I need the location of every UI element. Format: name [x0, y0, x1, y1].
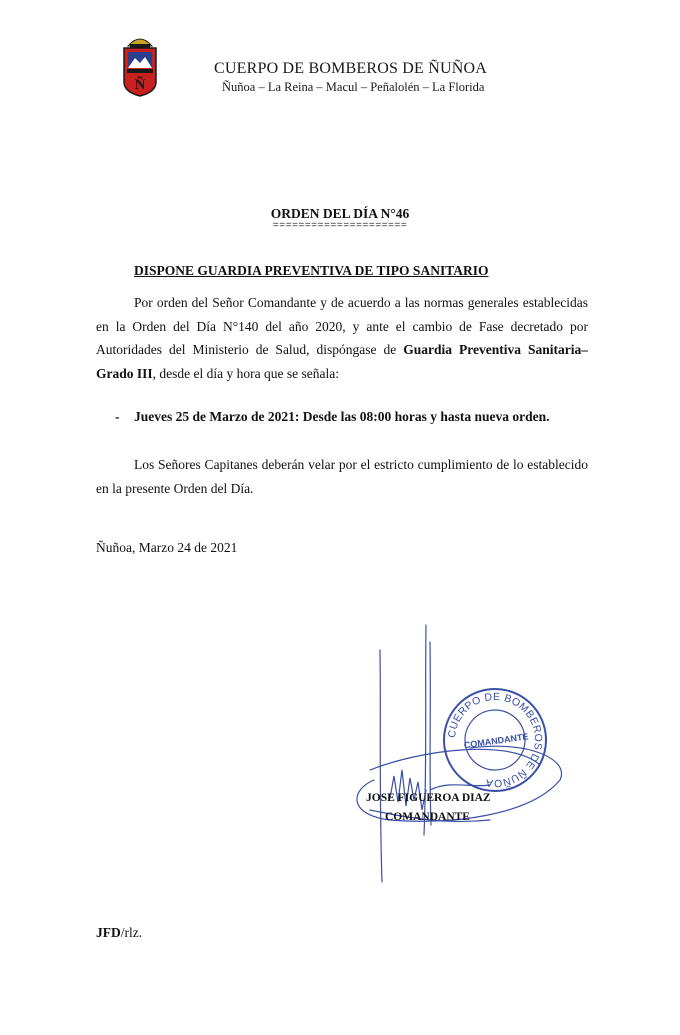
organization-name: CUERPO DE BOMBEROS DE ÑUÑOA — [214, 60, 487, 77]
section-heading: DISPONE GUARDIA PREVENTIVA DE TIPO SANITARIO — [134, 263, 489, 278]
fire-brigade-crest-icon — [121, 30, 159, 98]
paragraph-order — [96, 291, 588, 385]
paragraph-order-bold: Guardia Preventiva Sanitaria– Grado III — [96, 342, 588, 381]
bullet-dash: - — [115, 409, 120, 424]
order-title: ORDEN DEL DÍA N°46 — [270, 206, 410, 221]
reference-initials — [96, 925, 142, 941]
paragraph-captains — [96, 453, 588, 500]
initials-bold: JFD — [96, 925, 121, 940]
organization-communes: Ñuñoa – La Reina – Macul – Peñalolén – La Florida — [222, 80, 485, 94]
crest-letter: Ñ — [134, 77, 146, 93]
signer-name: JOSE FIGUEROA DIAZ — [366, 792, 491, 804]
place-and-date: Ñuñoa, Marzo 24 de 2021 — [96, 540, 238, 555]
order-title-underline: ===================== — [272, 221, 408, 232]
stamp-ring-text: CUERPO DE BOMBEROS DE ÑUÑOA — [445, 690, 545, 790]
signer-title: COMANDANTE — [385, 811, 470, 823]
paragraph-order-text-a: Por orden del Señor Comandante y de acuerdo a las normas generales establecidas en la Orden del Día N°140 del año 2020, y ante el cambio de Fase decretado por Autoridades del Ministerio de Salud, dispóngase de — [96, 295, 588, 357]
paragraph-order-text-b: , desde el día y hora que se señala: — [152, 365, 339, 381]
stamp-center-text: COMANDANTE — [463, 731, 530, 751]
initials-rest: /rlz. — [120, 925, 143, 940]
bullet-schedule: Jueves 25 de Marzo de 2021: Desde las 08:00 horas y hasta nueva orden. — [134, 409, 550, 424]
paragraph-captains-text: Los Señores Capitanes deberán velar por el estricto cumplimiento de lo establecido en la presente Orden del Día. — [96, 457, 588, 496]
official-stamp — [440, 685, 550, 795]
